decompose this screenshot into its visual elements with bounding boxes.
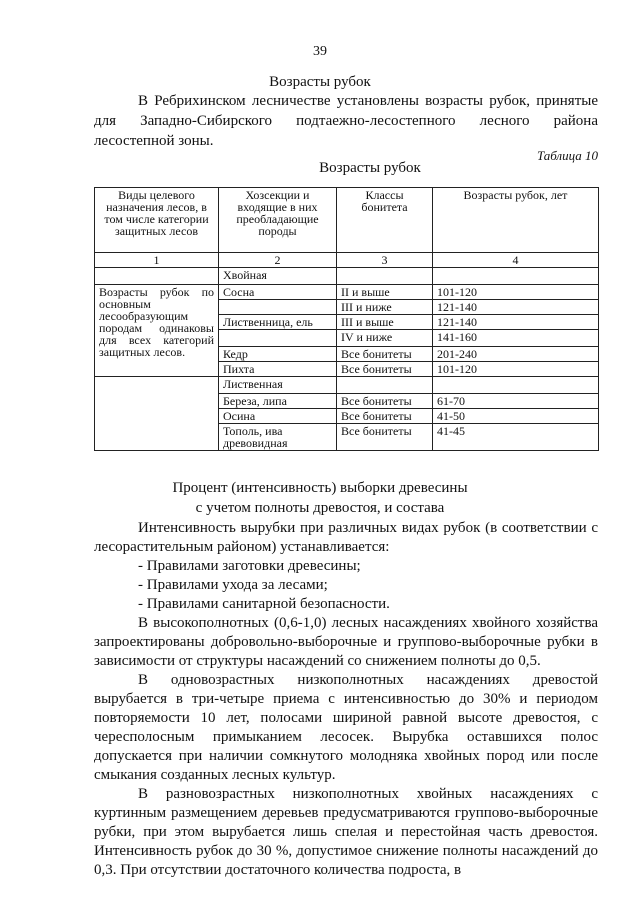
empty-cell	[433, 377, 599, 394]
paragraph: В высокополнотных (0,6-1,0) лесных насаждениях хвойного хозяйства запроектированы добровольно-выборочные и группово-выборочные рубки в зависимости от структуры насаждений со снижением полноты до 0,5.	[94, 615, 598, 669]
purpose-description: Возрасты рубок по основным лесообразующим породам одинаковы для всех категорий защитных лесов.	[95, 285, 219, 377]
age-cell: 121-140	[433, 315, 599, 330]
intro-paragraph	[94, 91, 598, 151]
bonitet-cell: Все бонитеты	[337, 362, 433, 377]
column-number: 2	[219, 253, 337, 268]
empty-cell	[433, 268, 599, 285]
column-number: 4	[433, 253, 599, 268]
section-title: Возрасты рубок	[269, 74, 371, 90]
age-cell: 61-70	[433, 394, 599, 409]
age-cell: 201-240	[433, 347, 599, 362]
table-title: Возрасты рубок	[319, 160, 421, 176]
bonitet-cell: Все бонитеты	[337, 409, 433, 424]
column-number: 1	[95, 253, 219, 268]
species-cell: Тополь, ива древовидная	[219, 424, 337, 451]
age-cell: 141-160	[433, 330, 599, 347]
header-species: Хозсекции и входящие в них преобладающие породы	[219, 188, 337, 253]
intro-line-1: В Ребрихинском лесничестве установлены возрасты рубок, принятые	[138, 93, 598, 109]
bonitet-cell: Все бонитеты	[337, 347, 433, 362]
bonitet-cell: III и ниже	[337, 300, 433, 315]
species-cell	[219, 330, 337, 347]
section-title-2-line-1: Процент (интенсивность) выборки древесины	[172, 480, 468, 496]
empty-cell	[95, 268, 219, 285]
header-bonitet: Классы бонитета	[337, 188, 433, 253]
species-cell	[219, 300, 337, 315]
section-title-2	[0, 478, 640, 518]
age-cell: 121-140	[433, 300, 599, 315]
species-cell: Береза, липа	[219, 394, 337, 409]
intro-line-2: для Западно-Сибирского подтаежно-лесостепного лесного района лесостепной зоны.	[94, 113, 598, 149]
table-header-row	[95, 188, 599, 253]
table-group-row	[95, 377, 599, 394]
paragraph: Интенсивность вырубки при различных видах рубок (в соответствии с лесорастительным районом) устанавливается:	[94, 520, 598, 555]
species-cell: Лиственница, ель	[219, 315, 337, 330]
bonitet-cell: Все бонитеты	[337, 424, 433, 451]
age-cell: 101-120	[433, 285, 599, 300]
species-cell: Осина	[219, 409, 337, 424]
species-cell: Пихта	[219, 362, 337, 377]
list-item: - Правилами ухода за лесами;	[138, 577, 328, 593]
column-number: 3	[337, 253, 433, 268]
table-number-row	[95, 253, 599, 268]
age-cell: 101-120	[433, 362, 599, 377]
bonitet-cell: IV и ниже	[337, 330, 433, 347]
page-number: 39	[313, 44, 327, 59]
bonitet-cell: II и выше	[337, 285, 433, 300]
group-deciduous: Лиственная	[219, 377, 337, 394]
group-coniferous: Хвойная	[219, 268, 337, 285]
empty-cell	[337, 268, 433, 285]
header-purpose: Виды целевого назначения лесов, в том числе категории защитных лесов	[95, 188, 219, 253]
species-cell: Сосна	[219, 285, 337, 300]
table-row	[95, 285, 599, 300]
bonitet-cell: Все бонитеты	[337, 394, 433, 409]
cutting-age-table	[94, 187, 599, 451]
list-item: - Правилами заготовки древесины;	[138, 558, 361, 574]
table-caption: Таблица 10	[536, 148, 598, 163]
list-item: - Правилами санитарной безопасности.	[138, 596, 390, 612]
paragraph: В одновозрастных низкополнотных насаждениях древостой вырубается в три-четыре приема с интенсивностью до 30% и периодом повторяемости 10 лет, полосами шириной равной высоте древостоя, с чересполосным примыканием лесосек. Вырубка оставшихся полос допускается при наличии сомкнутого молодняка хвойных пород или после смыкания созданных лесных культур.	[94, 672, 598, 783]
section-title-2-line-2: с учетом полноты древостоя, и состава	[195, 500, 445, 516]
empty-cell	[337, 377, 433, 394]
empty-cell	[95, 377, 219, 451]
body-text	[94, 519, 598, 880]
bonitet-cell: III и выше	[337, 315, 433, 330]
age-cell: 41-50	[433, 409, 599, 424]
table-group-row	[95, 268, 599, 285]
header-age: Возрасты рубок, лет	[433, 188, 599, 253]
paragraph: В разновозрастных низкополнотных хвойных насаждениях с куртинным размещением деревьев предусматриваются группово-выборочные рубки, при этом вырубается лишь спелая и перестойная часть древостоя. Интенсивность рубок до 30 %, допустимое снижение полноты насаждений до 0,3. При отсутствии достаточного количества подроста, в	[94, 786, 598, 878]
age-cell: 41-45	[433, 424, 599, 451]
species-cell: Кедр	[219, 347, 337, 362]
